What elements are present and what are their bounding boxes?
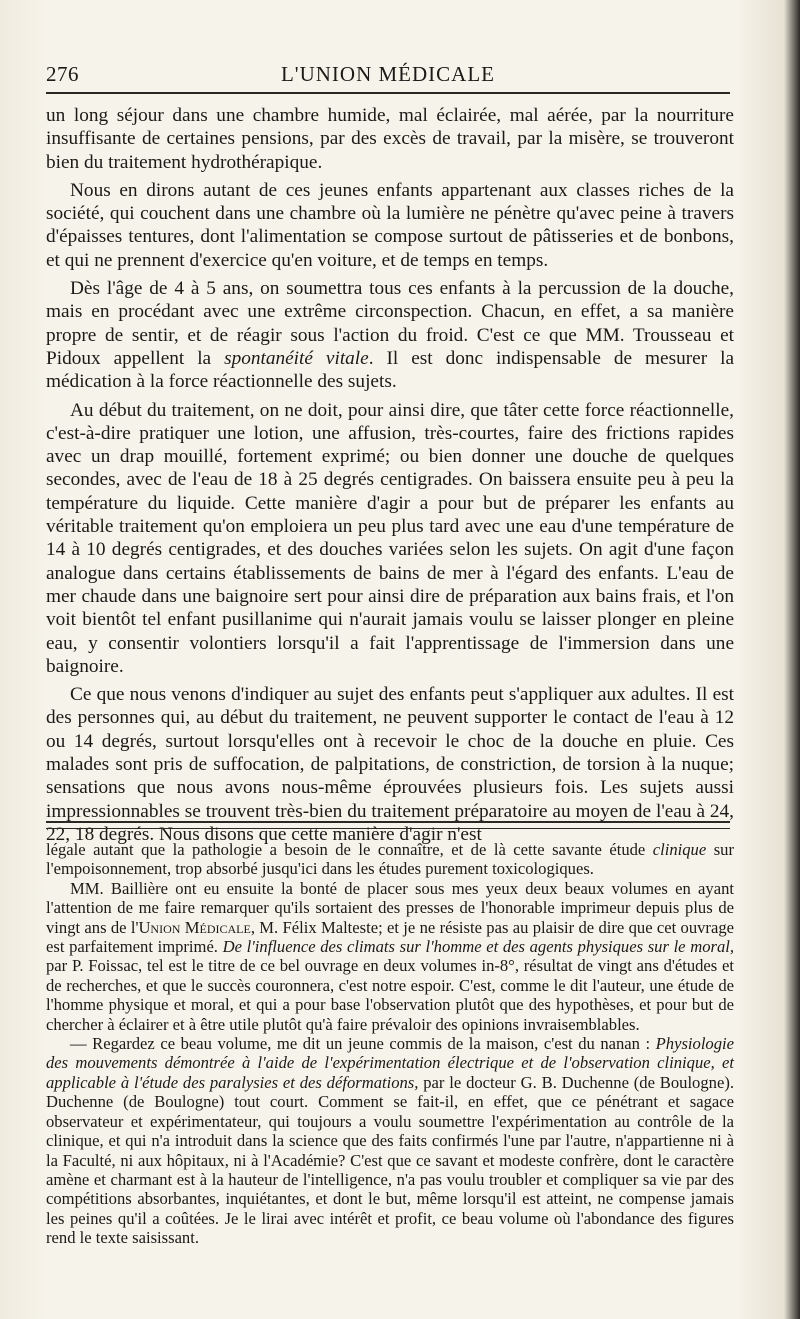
paragraph-3-text-b: . Il est donc indispensable de mesurer la médication à la force réactionnelle des sujets. <box>46 347 735 393</box>
paragraph-1: un long séjour dans une chambre humide, mal éclairée, mal aérée, par la nourriture insuffisante de certaines pensions, par des excès de travail, par la misère, se trouveront bien du traitement hydrothérapique. <box>46 105 734 173</box>
feuilleton-paragraph-1 <box>46 840 734 879</box>
clinique-emphasis: clinique <box>652 840 707 859</box>
foissac-title-emphasis: De l'influence des climats sur l'homme et des agents physiques sur le moral, <box>222 937 734 957</box>
paragraph-3-text-a: Dès l'âge de 4 à 5 ans, on soumettra tous ces enfants à la percussion de la douche, mais en procédant avec une extrême circonspection. Chacun, en effet, a sa manière propre de sentir, et de réagir sous l'action du froid. C'est ce que MM. Trousseau et Pidoux appellent la <box>46 278 734 369</box>
paragraph-4: Au début du traitement, on ne doit, pour ainsi dire, que tâter cette force réactionnelle, c'est-à-dire pratiquer une lotion, une affusion, très-courtes, faire des frictions rapides avec un drap mouillé, fortement exprimé; ou bien donner une douche de quelques secondes, avec de l'eau de 18 à 25 degrés centigrades. On baissera ensuite peu à peu la température du liquide. Cette manière d'agir a pour but de préparer les enfants au véritable traitement qu'on emploiera un peu plus tard avec une eau d'une température de 14 à 10 degrés centigrades, et des douches variées selon les sujets. On agit d'une façon analogue dans certains établissements de bains de mer à l'égard des enfants. L'eau de mer chaude dans une baignoire sert pour ainsi dire de préparation aux bains frais, et l'on voit bientôt tel enfant pusillanime qui n'aurait jamais voulu se laisser plonger en pleine eau, y consentir volontiers lorsqu'il a fait l'apprentissage de l'immersion dans une baignoire. <box>46 399 734 677</box>
feuilleton-paragraph-2 <box>46 879 734 1034</box>
feuilleton-2-text-c: par P. Foissac, tel est le titre de ce bel ouvrage en deux volumes in-8°, résultat de vingt ans d'études et de recherches, et que le succès couronnera, c'est notre espoir. C'est, comme le dit l'auteur, une étude de l'homme physique et moral, et qui a pour base l'observation plutôt que des hypothèses, et pour but de chercher à éclairer et à être utile plutôt qu'à faire prévaloir des opinions invraisemblables. <box>46 956 734 1034</box>
journal-title: L'UNION MÉDICALE <box>280 62 495 86</box>
feuilleton-1-text-a: légale autant que la pathologie a besoin de le connaître, et de là cette savante étude <box>46 840 653 859</box>
union-medicale-smallcaps: Union Médicale <box>138 917 251 937</box>
main-article-text <box>46 104 734 851</box>
feuilleton-divider <box>46 821 730 829</box>
paragraph-3 <box>46 277 734 393</box>
feuilleton-2-text-b: , M. Félix Malteste; et je ne résiste pas au plaisir de dire que cet ouvrage est parfaitement imprimé. <box>46 917 734 957</box>
feuilleton-3-text-a: — Regardez ce beau volume, me dit un jeune commis de la maison, c'est du nanan : <box>70 1034 656 1054</box>
feuilleton-2-text-a: MM. Baillière ont eu ensuite la bonté de placer sous mes yeux deux beaux volumes en ayant l'attention de me faire remarquer qu'ils sortaient des presses de l'honorable imprimeur depuis plus de vingt ans de l' <box>46 878 734 937</box>
page-number: 276 <box>46 62 79 86</box>
paragraph-2: Nous en dirons autant de ces jeunes enfants appartenant aux classes riches de la société, qui couchent dans une chambre où la lumière ne pénètre qu'avec peine à travers d'épaisses tentures, dont l'alimentation se compose surtout de pâtisseries et de bonbons, et qui ne prennent d'exercice qu'en voiture, et de temps en temps. <box>46 179 734 271</box>
spontaneite-vitale-emphasis: spontanéité vitale <box>224 347 369 369</box>
feuilleton-paragraph-3 <box>46 1034 734 1247</box>
paragraph-5: Ce que nous venons d'indiquer au sujet des enfants peut s'appliquer aux adultes. Il est des personnes qui, au début du traitement, ne peuvent supporter le contact de l'eau à 12 ou 14 degrés, surtout lorsqu'elles ont à recevoir le choc de la douche en pluie. Ces malades sont pris de suffocation, de palpitations, de constriction, de torsion à la nuque; sensations que nous avons nous-même éprouvées plusieurs fois. Les sujets aussi impressionnables se trouvent très-bien du traitement préparatoire au moyen de l'eau à 24, 22, 18 degrés. Nous disons que cette manière d'agir n'est <box>46 684 734 845</box>
feuilleton-1-text-b: sur l'empoisonnement, trop absorbé jusqu'ici dans les études purement toxicologiques. <box>46 840 734 879</box>
feuilleton-text <box>46 840 734 1248</box>
running-header <box>46 58 730 94</box>
feuilleton-3-text-b: par le docteur G. B. Duchenne (de Boulogne). Duchenne (de Boulogne) tout court. Comment se fait-il, en effet, que ce pénétrant et sagace observateur et expérimentateur, qui toujours a voulu soumettre l'expérimentation au contrôle de la clinique, et qui n'a introduit dans la science que des faits confirmés l'une par l'autre, n'appartienne ni à la Faculté, ni aux hôpitaux, ni à l'Académie? C'est que ce savant et modeste confrère, dont le caractère amène et charmant est à la hauteur de l'intelligence, n'a pas voulu troubler et compliquer sa vie par des compétitions absorbantes, inquiétantes, et dont le but, même lorsqu'il est atteint, ne compense jamais les peines qu'il a coûtées. Je le lirai avec intérêt et profit, ce beau volume où l'abondance des figures rend le texte saisissant. <box>46 1072 734 1248</box>
duchenne-title-emphasis: Physiologie des mouvements démontrée à l'aide de l'expérimentation électrique et de l'observation clinique, et applicable à l'étude des paralysies et des déformations, <box>46 1034 734 1092</box>
